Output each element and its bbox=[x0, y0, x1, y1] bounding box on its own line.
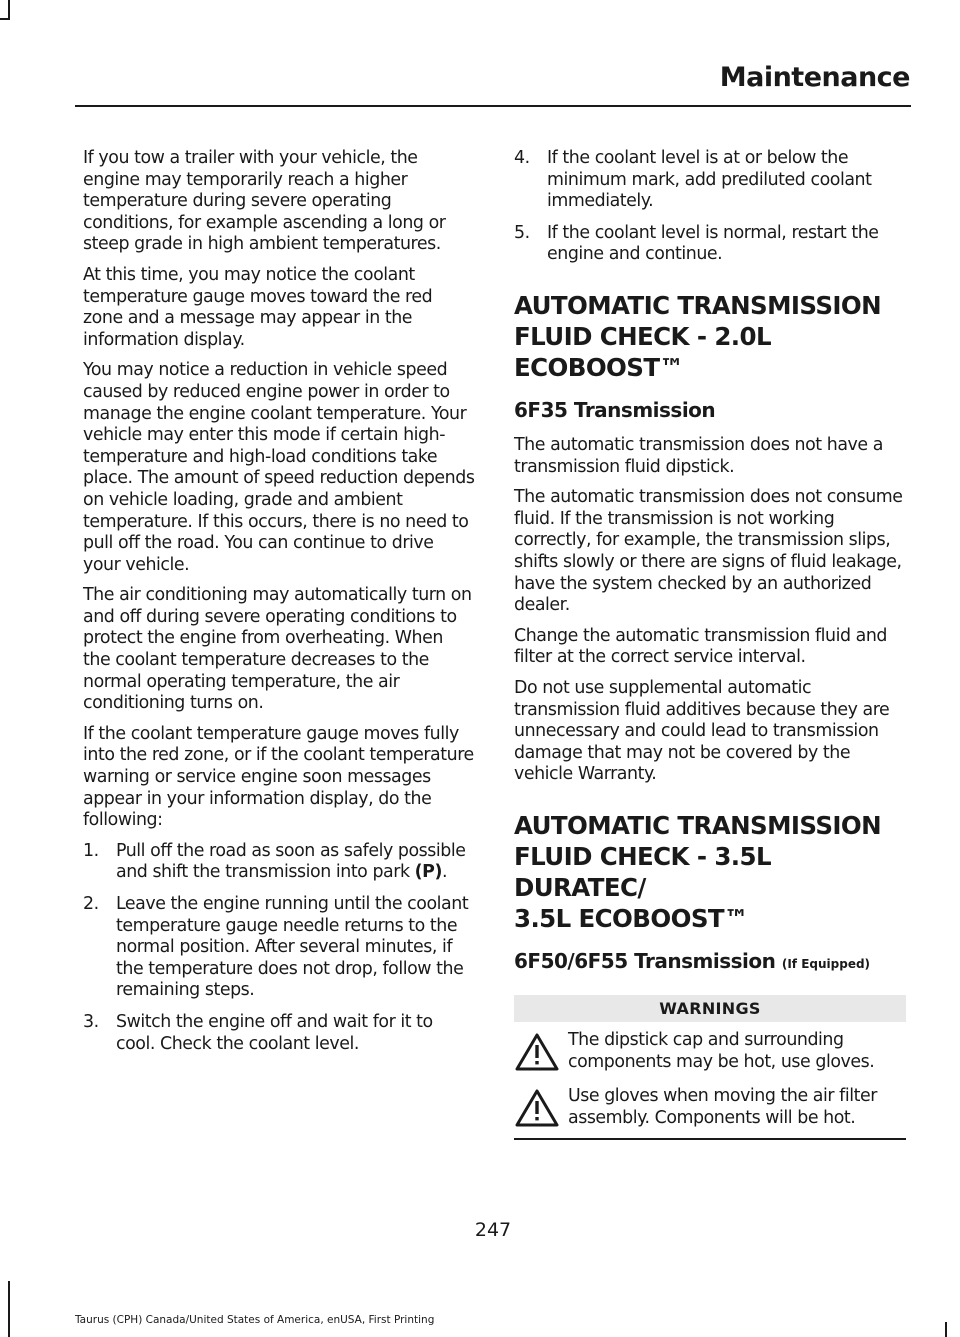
header-rule bbox=[75, 105, 911, 107]
step-number: 4. bbox=[514, 148, 530, 168]
warning-triangle-icon bbox=[514, 1032, 560, 1072]
crop-mark-top-left-h bbox=[0, 18, 10, 20]
paragraph: If you tow a trailer with your vehicle, the engine may temporarily reach a higher temperature during severe operating conditions, for example ascending a long or steep grade in high ambient temperatures. bbox=[83, 148, 446, 255]
paragraph: Do not use supplemental automatic transmission fluid additives because they are unnecessary and could lead to transmission damage that may not be covered by the vehicle Warranty. bbox=[514, 677, 890, 785]
heading-line: AUTOMATIC TRANSMISSION bbox=[514, 810, 882, 840]
heading-line: ECOBOOST™ bbox=[514, 352, 684, 382]
list-item bbox=[514, 148, 906, 213]
page-number: 247 bbox=[474, 1219, 512, 1241]
paragraph: Change the automatic transmission fluid and filter at the correct service interval. bbox=[514, 625, 888, 668]
steps-list bbox=[514, 148, 906, 266]
warning-text: Use gloves when moving the air filter assembly. Components will be hot. bbox=[568, 1086, 877, 1129]
footer-text: Taurus (CPH) Canada/United States of America, enUSA, First Printing bbox=[75, 1314, 435, 1326]
list-item bbox=[83, 841, 475, 884]
step-number: 5. bbox=[514, 222, 530, 243]
step-number: 1. bbox=[83, 840, 99, 861]
heading-line: FLUID CHECK - 3.5L DURATEC/ bbox=[514, 841, 771, 902]
paragraph: The automatic transmission does not consume fluid. If the transmission is not working correctly, for example, the transmission slips, shifts slowly or there are signs of fluid leakage, have the system checked by an authorized dealer. bbox=[514, 487, 903, 616]
paragraph: The automatic transmission does not have a transmission fluid dipstick. bbox=[514, 434, 883, 477]
crop-mark-top-left bbox=[8, 0, 10, 18]
crop-mark-bottom-right bbox=[945, 1322, 947, 1337]
warnings-title: WARNINGS bbox=[514, 995, 906, 1023]
paragraph: The air conditioning may automatically turn on and off during severe operating conditions to protect the engine from overheating. When the coolant temperature decreases to the normal operating temperature, the air conditioning turns on. bbox=[83, 585, 472, 714]
step-text: Pull off the road as soon as safely possible and shift the transmission into park bbox=[116, 840, 466, 883]
warning-item bbox=[514, 1078, 906, 1134]
subheading: 6F35 Transmission bbox=[514, 397, 716, 422]
warning-item bbox=[514, 1022, 906, 1078]
subheading-note: (If Equipped) bbox=[781, 956, 871, 971]
right-column bbox=[514, 148, 906, 1140]
step-text: If the coolant level is at or below the minimum mark, add prediluted coolant immediately. bbox=[547, 148, 872, 212]
heading-line: AUTOMATIC TRANSMISSION bbox=[514, 290, 882, 320]
list-item bbox=[83, 894, 475, 1002]
step-number: 3. bbox=[83, 1011, 99, 1032]
subheading-text: 6F50/6F55 Transmission bbox=[514, 948, 776, 973]
paragraph: You may notice a reduction in vehicle speed caused by reduced engine power in order to manage the engine coolant temperature. Your vehicle may enter this mode if certain high-temperature and high-load conditions take place. The amount of speed reduction depends on vehicle loading, grade and ambient temperature. If this occurs, there is no need to pull off the road. You can continue to drive your vehicle. bbox=[83, 360, 475, 575]
step-text-after: . bbox=[441, 862, 448, 883]
section-heading bbox=[514, 290, 906, 383]
step-text: Leave the engine running until the coolant temperature gauge needle returns to the normal position. After several minutes, if the temperature does not drop, follow the remaining steps. bbox=[116, 894, 469, 1001]
subheading bbox=[514, 948, 906, 977]
section-heading bbox=[514, 810, 906, 934]
paragraph: At this time, you may notice the coolant temperature gauge moves toward the red zone and a message may appear in the information display. bbox=[83, 264, 433, 350]
heading-line: FLUID CHECK - 2.0L bbox=[514, 321, 771, 351]
warning-triangle-icon bbox=[514, 1088, 560, 1128]
left-column bbox=[83, 148, 475, 1065]
step-bold-text: (P) bbox=[414, 862, 442, 883]
page-title: Maintenance bbox=[719, 62, 910, 93]
paragraph: If the coolant temperature gauge moves fully into the red zone, or if the coolant temperature warning or service engine soon messages appear in your information display, do the following: bbox=[83, 723, 474, 831]
warning-text: The dipstick cap and surrounding components may be hot, use gloves. bbox=[568, 1030, 875, 1073]
step-text: If the coolant level is normal, restart the engine and continue. bbox=[547, 222, 879, 265]
crop-mark-bottom-left bbox=[8, 1281, 10, 1337]
step-text: Switch the engine off and wait for it to cool. Check the coolant level. bbox=[116, 1011, 433, 1054]
heading-line: 3.5L ECOBOOST™ bbox=[514, 903, 748, 933]
list-item bbox=[83, 1012, 475, 1055]
steps-list bbox=[83, 841, 475, 1055]
list-item bbox=[514, 223, 906, 266]
warnings-box bbox=[514, 995, 906, 1141]
warnings-bottom-rule bbox=[514, 1138, 906, 1140]
step-number: 2. bbox=[83, 894, 99, 914]
